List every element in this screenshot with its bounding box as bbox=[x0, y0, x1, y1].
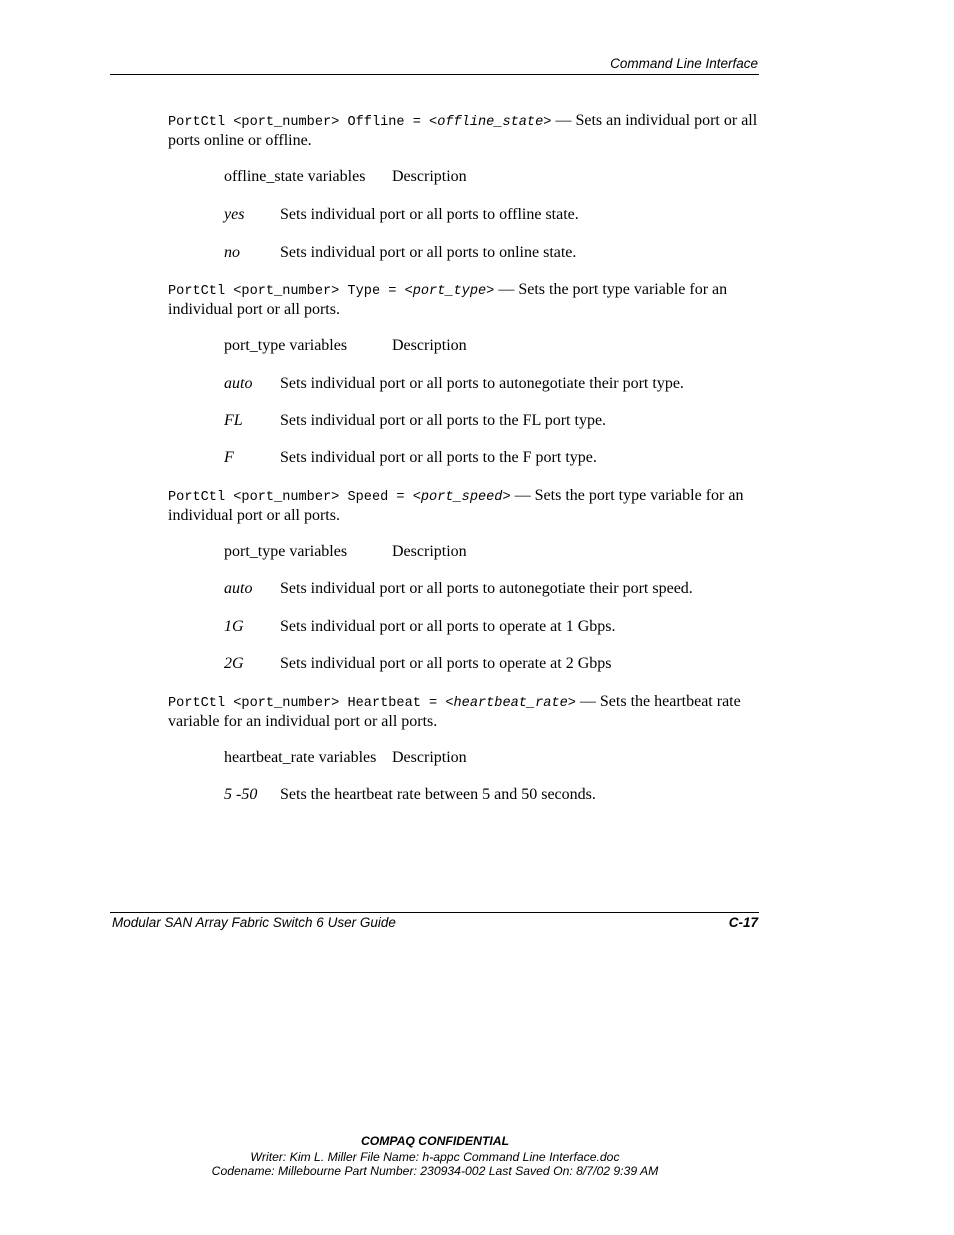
table-header: port_type variables Description bbox=[224, 543, 467, 560]
header-rule bbox=[110, 74, 759, 75]
footer-guide-title: Modular SAN Array Fabric Switch 6 User Guide bbox=[112, 915, 396, 930]
confidential-title: COMPAQ CONFIDENTIAL bbox=[360, 1134, 510, 1148]
table-row: no Sets individual port or all ports to online state. bbox=[224, 244, 577, 261]
footer-rule bbox=[110, 912, 759, 913]
table-header: offline_state variables Description bbox=[224, 168, 467, 185]
command-syntax: PortCtl <port_number> Speed = <port_speed> bbox=[168, 490, 511, 505]
table-row: auto Sets individual port or all ports to autonegotiate their port speed. bbox=[224, 580, 693, 597]
table-header: heartbeat_rate variables Description bbox=[224, 749, 467, 766]
command-offline bbox=[168, 112, 760, 150]
command-type bbox=[168, 281, 760, 319]
table-row: FL Sets individual port or all ports to the FL port type. bbox=[224, 412, 607, 429]
command-description: — Sets an individual port or all ports online or offline. bbox=[168, 112, 758, 149]
table-row: 5 -50 Sets the heartbeat rate between 5 and 50 seconds. bbox=[224, 786, 596, 803]
confidential-writer-line: Writer: Kim L. Miller File Name: h-appc Command Line Interface.doc bbox=[250, 1150, 620, 1164]
table-header: port_type variables Description bbox=[224, 337, 467, 354]
table-row: F Sets individual port or all ports to the F port type. bbox=[224, 449, 597, 466]
table-row: auto Sets individual port or all ports to autonegotiate their port type. bbox=[224, 375, 684, 392]
command-syntax: PortCtl <port_number> Type = <port_type> bbox=[168, 284, 495, 299]
command-speed bbox=[168, 487, 760, 525]
table-row: 1G Sets individual port or all ports to operate at 1 Gbps. bbox=[224, 618, 616, 635]
command-description: — Sets the port type variable for an individual port or all ports. bbox=[168, 281, 728, 318]
running-header-title: Command Line Interface bbox=[610, 56, 758, 71]
command-description: — Sets the port type variable for an individual port or all ports. bbox=[168, 487, 744, 524]
page-number: C-17 bbox=[728, 915, 758, 930]
confidential-codename-line: Codename: Millebourne Part Number: 230934-002 Last Saved On: 8/7/02 9:39 AM bbox=[211, 1164, 659, 1178]
command-heartbeat bbox=[168, 693, 760, 731]
command-description: — Sets the heartbeat rate variable for an individual port or all ports. bbox=[168, 693, 741, 730]
table-row: 2G Sets individual port or all ports to operate at 2 Gbps bbox=[224, 655, 612, 672]
command-syntax: PortCtl <port_number> Heartbeat = <heartbeat_rate> bbox=[168, 696, 576, 711]
table-row: yes Sets individual port or all ports to offline state. bbox=[224, 206, 579, 223]
command-syntax: PortCtl <port_number> Offline = <offline_state> bbox=[168, 115, 552, 130]
